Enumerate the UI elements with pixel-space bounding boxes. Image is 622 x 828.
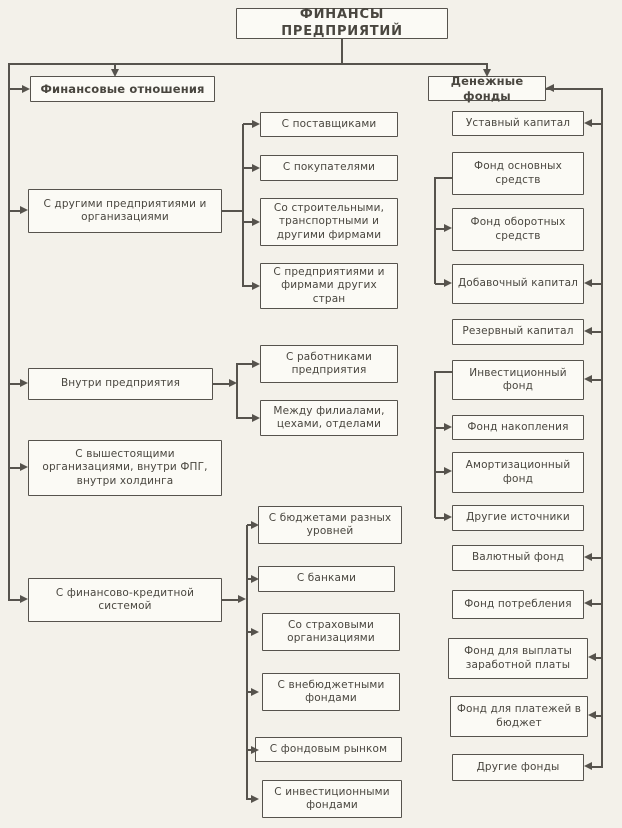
node-with-higher-organizations: С вышестоящими организациями, внутри ФПГ, внутри холдинга: [28, 440, 222, 496]
connector-line: [8, 383, 20, 385]
connector-line: [222, 599, 238, 601]
arrowhead-left: [546, 84, 554, 92]
connector-line: [592, 603, 601, 605]
arrowhead-right: [20, 379, 28, 387]
connector-line: [213, 383, 229, 385]
arrowhead-right: [251, 795, 259, 803]
connector-line: [243, 123, 252, 125]
node-fixed-assets-fund: Фонд основных средств: [452, 152, 584, 195]
connector-line: [246, 525, 248, 800]
connector-line: [601, 88, 603, 768]
connector-line: [435, 283, 444, 285]
node-salary-payment-fund: Фонд для выплаты заработной платы: [448, 638, 588, 679]
arrowhead-right: [251, 575, 259, 583]
arrowhead-right: [444, 279, 452, 287]
connector-line: [592, 766, 601, 768]
node-other-sources: Другие источники: [452, 505, 584, 531]
arrowhead-right: [229, 379, 237, 387]
connector-line: [592, 123, 601, 125]
node-budget-payments-fund: Фонд для платежей в бюджет: [450, 696, 588, 737]
connector-line: [592, 379, 601, 381]
arrowhead-right: [20, 206, 28, 214]
node-with-investment-funds: С инвестиционными фондами: [262, 780, 402, 818]
node-money-funds-header: Денежные фонды: [428, 76, 546, 101]
connector-line: [592, 557, 601, 559]
arrowhead-right: [252, 218, 260, 226]
connector-line: [8, 63, 10, 600]
connector-line: [546, 88, 601, 90]
node-with-employees: С работниками предприятия: [260, 345, 398, 383]
arrowhead-left: [584, 599, 592, 607]
node-consumption-fund: Фонд потребления: [452, 590, 584, 619]
connector-line: [8, 467, 20, 469]
connector-line: [236, 363, 238, 419]
node-other-funds: Другие фонды: [452, 754, 584, 781]
connector-line: [237, 417, 252, 419]
node-charter-capital: Уставный капитал: [452, 111, 584, 136]
arrowhead-right: [444, 467, 452, 475]
node-inside-enterprise: Внутри предприятия: [28, 368, 213, 400]
node-between-branches-departments: Между филиалами, цехами, отделами: [260, 400, 398, 436]
node-currency-fund: Валютный фонд: [452, 545, 584, 571]
connector-line: [237, 363, 252, 365]
node-with-extrabudgetary-funds: С внебюджетными фондами: [262, 673, 400, 711]
node-with-other-enterprises: С другими предприятиями и организациями: [28, 189, 222, 233]
connector-line: [243, 285, 252, 287]
node-additional-capital: Добавочный капитал: [452, 264, 584, 304]
arrowhead-right: [251, 746, 259, 754]
node-with-financial-credit-system: С финансово-кредитной системой: [28, 578, 222, 622]
connector-line: [243, 221, 252, 223]
connector-line: [435, 427, 444, 429]
node-financial-relations-header: Финансовые отношения: [30, 76, 215, 102]
node-with-foreign-enterprises: С предприятиями и фирмами других стран: [260, 263, 398, 309]
arrowhead-left: [584, 553, 592, 561]
node-depreciation-fund: Амортизационный фонд: [452, 452, 584, 493]
node-with-buyers: С покупателями: [260, 155, 398, 181]
connector-line: [222, 210, 243, 212]
arrowhead-right: [251, 688, 259, 696]
node-with-construction-transport-firms: Со строительными, транспортными и другими фирмами: [260, 198, 398, 246]
arrowhead-right: [251, 521, 259, 529]
node-accumulation-fund: Фонд накопления: [452, 415, 584, 440]
connector-line: [435, 517, 444, 519]
node-with-banks: С банками: [258, 566, 395, 592]
arrowhead-right: [252, 414, 260, 422]
connector-line: [435, 228, 444, 230]
arrowhead-left: [584, 279, 592, 287]
connector-line: [8, 210, 20, 212]
node-with-suppliers: С поставщиками: [260, 112, 398, 137]
arrowhead-right: [252, 120, 260, 128]
connector-line: [435, 471, 444, 473]
connector-line: [434, 177, 452, 179]
arrowhead-right: [252, 282, 260, 290]
connector-line: [242, 124, 244, 287]
connector-line: [434, 177, 436, 284]
arrowhead-right: [20, 463, 28, 471]
arrowhead-right: [444, 224, 452, 232]
node-with-insurance-organizations: Со страховыми организациями: [262, 613, 400, 651]
node-investment-fund: Инвестиционный фонд: [452, 360, 584, 400]
arrowhead-right: [251, 628, 259, 636]
arrowhead-right: [252, 360, 260, 368]
connector-line: [592, 283, 601, 285]
arrowhead-down: [483, 69, 491, 77]
node-enterprise-finances-title: ФИНАНСЫ ПРЕДПРИЯТИЙ: [236, 8, 448, 39]
node-working-capital-fund: Фонд оборотных средств: [452, 208, 584, 251]
arrowhead-right: [238, 595, 246, 603]
arrowhead-down: [111, 69, 119, 77]
connector-line: [434, 371, 436, 518]
arrowhead-left: [588, 653, 596, 661]
node-with-budgets: С бюджетами разных уровней: [258, 506, 402, 544]
connector-line: [8, 88, 22, 90]
connector-line: [434, 371, 452, 373]
arrowhead-left: [588, 711, 596, 719]
arrowhead-left: [584, 762, 592, 770]
connector-line: [8, 63, 487, 65]
arrowhead-right: [444, 513, 452, 521]
arrowhead-right: [20, 595, 28, 603]
node-with-stock-market: С фондовым рынком: [255, 737, 402, 762]
arrowhead-left: [584, 119, 592, 127]
connector-line: [341, 39, 343, 63]
arrowhead-left: [584, 375, 592, 383]
connector-line: [243, 167, 252, 169]
node-reserve-capital: Резервный капитал: [452, 319, 584, 345]
connector-line: [592, 331, 601, 333]
arrowhead-left: [584, 327, 592, 335]
arrowhead-right: [252, 164, 260, 172]
connector-line: [8, 599, 20, 601]
arrowhead-right: [444, 423, 452, 431]
arrowhead-right: [22, 85, 30, 93]
